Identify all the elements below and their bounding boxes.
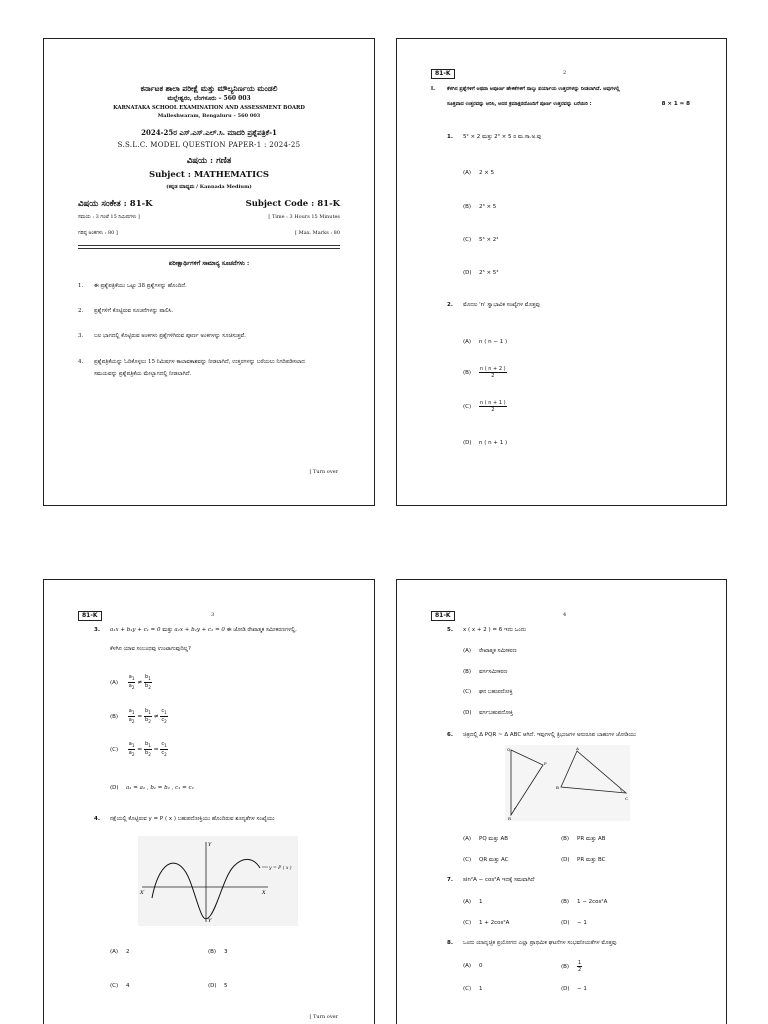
instruction-text: ಪ್ರಶ್ನೆಪತ್ರಿಕೆಯನ್ನು ಓದಿಕೊಳ್ಳಲು 15 ನಿಮಿಷಗಳ ಕಾಲಾವಕಾಶವನ್ನು ನೀಡಲಾಗಿದೆ, ಉತ್ತರಗಳನ್ನು ಬರೆಯಲು ನಿಗದಿಪಡಿಸಲಾದ bbox=[94, 359, 305, 365]
instruction-number: 1. bbox=[78, 283, 84, 289]
fraction-numerator: n ( n + 2 ) bbox=[480, 366, 506, 372]
option-label: (B) bbox=[463, 370, 472, 376]
option-text: PR ಮತ್ತು AB bbox=[577, 836, 606, 842]
subject-english: Subject : MATHEMATICS bbox=[148, 170, 270, 180]
option bbox=[561, 960, 582, 973]
option-label: (D) bbox=[110, 785, 119, 791]
page-2 bbox=[396, 38, 727, 506]
question-number: 1. bbox=[447, 134, 453, 140]
option bbox=[463, 400, 507, 413]
fraction-a1-a2: $\frac{a_1}{a_2}$ bbox=[128, 708, 135, 724]
question-number: 3. bbox=[94, 627, 100, 633]
option-label: (A) bbox=[463, 170, 472, 176]
option-label: (A) bbox=[463, 648, 472, 654]
option-text: ರೇಖಾತ್ಮಕ ಸಮೀಕರಣ bbox=[479, 648, 517, 654]
question-text-continued: ಕೆಳಗಿನ ಯಾವ ಸಂಬಂಧವು ಉಂಟಾಗುವುದಿಲ್ಲ? bbox=[110, 646, 191, 652]
option bbox=[561, 986, 587, 992]
option-label: (C) bbox=[110, 747, 119, 753]
vertex-label-q: Q bbox=[507, 747, 511, 752]
option-text: − 1 bbox=[577, 920, 587, 926]
instruction-number: 2. bbox=[78, 308, 84, 314]
instruction-text: ಪ್ರಶ್ನೆಗಳಿಗೆ ಕೊಟ್ಟಿರುವ ಸೂಚನೆಗಳನ್ನು ಪಾಲಿಸಿ. bbox=[94, 308, 174, 314]
option bbox=[463, 170, 494, 176]
option-label: (B) bbox=[561, 836, 570, 842]
page-code: 81-K bbox=[431, 611, 455, 621]
page-4 bbox=[396, 579, 727, 1024]
page-cover bbox=[43, 38, 375, 506]
page-number: 4 bbox=[563, 612, 567, 618]
equation: a₁x + b₁y + c₁ = 0 bbox=[110, 627, 161, 633]
section-instruction: ಕೆಳಗಿನ ಪ್ರಶ್ನೆಗಳಿಗೆ ಅಥವಾ ಅಪೂರ್ಣ ಹೇಳಿಕೆಗಳಿಗೆ ನಾಲ್ಕು ಪರ್ಯಾಯ ಉತ್ತರಗಳನ್ನು ನೀಡಲಾಗಿದೆ. ಅವುಗಳಲ್ಲಿ bbox=[447, 86, 620, 92]
option bbox=[463, 669, 507, 676]
option-label: (B) bbox=[110, 714, 119, 720]
section-marks: 8 × 1 = 8 bbox=[661, 101, 690, 107]
polynomial-graph bbox=[138, 836, 298, 926]
instruction-text: ಬಲ ಭಾಗದಲ್ಲಿ ಕೊಟ್ಟಿರುವ ಅಂಕಗಳು ಪ್ರಶ್ನೆಗಳಿಗಿರುವ ಪೂರ್ಣ ಅಂಕಗಳನ್ನು ಸೂಚಿಸುತ್ತವೆ. bbox=[94, 333, 246, 339]
option-text: 2³ × 5 bbox=[479, 204, 497, 210]
option bbox=[561, 899, 607, 905]
option-text: PR ಮತ್ತು BC bbox=[577, 857, 606, 863]
option-label: (B) bbox=[561, 964, 570, 970]
question-text: sin²A − cos²A ಇದಕ್ಕೆ ಸಮವಾಗಿದೆ bbox=[463, 877, 535, 883]
option bbox=[463, 963, 483, 969]
option bbox=[463, 339, 507, 345]
question-text: x ( x + 2 ) = 6 ಇದು ಒಂದು bbox=[463, 627, 527, 633]
board-name-kannada: ಕರ್ನಾಟಕ ಶಾಲಾ ಪರೀಕ್ಷೆ ಮತ್ತು ಮೌಲ್ಯನಿರ್ಣಯ ಮಂಡಲಿ bbox=[140, 84, 278, 93]
option-label: (D) bbox=[463, 710, 472, 716]
question-text-tail: ಈ ಜೋಡಿ ರೇಖಾತ್ಮಕ ಸಮೀಕರಣಗಳಲ್ಲಿ, bbox=[226, 627, 297, 633]
fraction-b1-b2: $\frac{b_1}{b_2}$ bbox=[145, 741, 151, 757]
option-label: (D) bbox=[561, 857, 570, 863]
equal-symbol: = bbox=[137, 713, 143, 720]
subject-kannada: ವಿಷಯ : ಗಣಿತ bbox=[186, 156, 232, 166]
instruction-text: ಈ ಪ್ರಶ್ನೆಪತ್ರಿಕೆಯು ಒಟ್ಟು 38 ಪ್ರಶ್ನೆಗಳನ್ನು ಹೊಂದಿದೆ. bbox=[94, 283, 187, 289]
option bbox=[463, 689, 513, 696]
question-text: ಮೊದಲ 'n' ಸ್ವಾಭಾವಿಕ ಸಂಖ್ಯೆಗಳ ಮೊತ್ತವು bbox=[463, 302, 540, 308]
fraction-denominator: 2 bbox=[491, 407, 495, 413]
fraction bbox=[479, 400, 507, 413]
time-kannada: ಸಮಯ : 3 ಗಂಟೆ 15 ನಿಮಿಷಗಳು ] bbox=[78, 214, 140, 220]
option bbox=[463, 270, 499, 276]
option-label: (D) bbox=[463, 270, 472, 276]
option-text: a₁ = a₂ , b₁ = b₂ , c₁ = c₂ bbox=[126, 785, 194, 791]
option bbox=[463, 836, 508, 843]
question-number: 7. bbox=[447, 877, 453, 883]
option-label: (D) bbox=[208, 983, 217, 989]
option bbox=[463, 920, 509, 926]
option-label: (D) bbox=[463, 440, 472, 446]
section-number: I. bbox=[431, 86, 436, 92]
medium: (ಕನ್ನಡ ಮಾಧ್ಯಮ / Kannada Medium) bbox=[166, 184, 252, 190]
question-number: 5. bbox=[447, 627, 453, 633]
instruction-number: 4. bbox=[78, 359, 84, 365]
fraction-a1-a2: $\frac{a_1}{a_2}$ bbox=[128, 674, 135, 690]
question-text: ಚಿತ್ರದಲ್ಲಿ Δ PQR ~ Δ ABC ಆಗಿದೆ. ಇವುಗಳಲ್ಲಿ ತ್ರಿಭುಜಗಳ ಅನುರೂಪ ಬಾಹುಗಳ ಜೋಡಿಯು bbox=[463, 732, 637, 738]
option-label: (D) bbox=[561, 920, 570, 926]
divider bbox=[78, 248, 340, 249]
option bbox=[463, 857, 509, 864]
question-text: 5² × 2 ಮತ್ತು 2³ × 5 ರ ಮ.ಸಾ.ಅ.ವು bbox=[463, 134, 542, 140]
option-text: ವರ್ಗಬಹುಪದೋಕ್ತಿ bbox=[479, 710, 514, 716]
option bbox=[561, 857, 606, 864]
fraction-numerator: n ( n + 1 ) bbox=[480, 400, 506, 406]
option-text: − 1 bbox=[577, 986, 587, 992]
option bbox=[110, 785, 194, 791]
fraction-numerator: 1 bbox=[578, 960, 582, 966]
question-number: 6. bbox=[447, 732, 453, 738]
fraction-denominator: 2 bbox=[491, 373, 495, 379]
option bbox=[561, 920, 587, 926]
divider bbox=[78, 245, 340, 246]
fraction-denominator: 2 bbox=[578, 967, 582, 973]
option bbox=[463, 710, 513, 717]
option-text: 3 bbox=[224, 949, 228, 955]
option bbox=[110, 983, 130, 989]
turn-over: [ Turn over bbox=[309, 1014, 338, 1020]
vertex-label-a: A bbox=[576, 746, 579, 751]
fraction-b1-b2: $\frac{b_1}{b_2}$ bbox=[145, 674, 151, 690]
option-label: (B) bbox=[463, 669, 472, 675]
option-label: (A) bbox=[463, 836, 472, 842]
option-label: (C) bbox=[463, 857, 472, 863]
equation: a₂x + b₂y + c₂ = 0 bbox=[174, 627, 225, 633]
question-number: 2. bbox=[447, 302, 453, 308]
fraction-c1-c2: $\frac{c_1}{c_2}$ bbox=[161, 741, 167, 757]
option bbox=[110, 949, 130, 955]
option-label: (B) bbox=[208, 949, 217, 955]
fraction-a1-a2: $\frac{a_1}{a_2}$ bbox=[128, 741, 135, 757]
question-text: ನಕ್ಷೆಯಲ್ಲಿ ಕೊಟ್ಟಿರುವ y = P ( x ) ಬಹುಪದೋಕ್ತಿಯು ಹೊಂದಿರುವ ಶೂನ್ಯತೆಗಳ ಸಂಖ್ಯೆಯು bbox=[110, 816, 275, 822]
board-name-english: KARNATAKA SCHOOL EXAMINATION AND ASSESSMENT BOARD bbox=[113, 105, 305, 111]
option-label: (C) bbox=[463, 404, 472, 410]
model-paper-english: S.S.L.C. MODEL QUESTION PAPER-1 : 2024-25 bbox=[117, 141, 301, 149]
option-label: (A) bbox=[463, 899, 472, 905]
option-text: 4 bbox=[126, 983, 130, 989]
subject-code-kannada: ವಿಷಯ ಸಂಕೇತ : 81-K bbox=[78, 199, 153, 209]
graph-background bbox=[138, 836, 298, 926]
option-text: ವರ್ಗಸಮೀಕರಣ bbox=[479, 669, 508, 675]
option-text: n ( n − 1 ) bbox=[479, 339, 508, 345]
fraction-b1-b2: $\frac{b_1}{b_2}$ bbox=[145, 708, 151, 724]
option-label: (D) bbox=[561, 986, 570, 992]
option-label: (B) bbox=[561, 899, 570, 905]
option-text: 2⁵ × 5³ bbox=[479, 270, 499, 276]
page-3 bbox=[43, 579, 375, 1024]
option bbox=[208, 949, 228, 955]
option-label: (C) bbox=[463, 237, 472, 243]
vertex-label-r: R bbox=[508, 816, 512, 821]
option-label: (A) bbox=[463, 339, 472, 345]
question-text: ಒಂದು ಯಾದೃಚ್ಛಿಕ ಪ್ರಯೋಗದ ಎಲ್ಲಾ ಪ್ರಾಥಮಿಕ ಘಟನೆಗಳ ಸಂಭವನೀಯತೆಗಳ ಮೊತ್ತವು bbox=[463, 940, 617, 946]
option-text: 0 bbox=[479, 963, 483, 969]
option-label: (A) bbox=[110, 680, 119, 686]
option bbox=[463, 986, 483, 992]
y-axis-negative-label: Y′ bbox=[208, 918, 213, 924]
x-axis-label: X bbox=[262, 890, 266, 896]
option-label: (A) bbox=[110, 949, 119, 955]
equal-symbol: = bbox=[137, 746, 143, 753]
option-text: PQ ಮತ್ತು AB bbox=[479, 836, 509, 842]
marks-kannada: ಗರಿಷ್ಠ ಅಂಕಗಳು : 80 ] bbox=[78, 230, 118, 236]
instructions-title: ಪರೀಕ್ಷಾರ್ಥಿಗಳಿಗೆ ಸಾಮಾನ್ಯ ಸೂಚನೆಗಳು : bbox=[168, 260, 250, 267]
question-number: 8. bbox=[447, 940, 453, 946]
option-label: (A) bbox=[463, 963, 472, 969]
option-label: (C) bbox=[463, 689, 472, 695]
option bbox=[463, 440, 507, 446]
option-text: 2 × 5 bbox=[479, 170, 495, 176]
option-text: 5³ × 2⁴ bbox=[479, 237, 499, 243]
model-paper-kannada: 2024-25ರ ಎಸ್.ಎಸ್.ಎಲ್.ಸಿ. ಮಾದರಿ ಪ್ರಶ್ನೆಪತ್ರಿಕೆ-1 bbox=[141, 128, 277, 137]
option-text: 1 bbox=[479, 899, 483, 905]
x-axis-negative-label: X′ bbox=[140, 890, 145, 896]
option-text: 1 − 2cos²A bbox=[577, 899, 608, 905]
conjunction: ಮತ್ತು bbox=[162, 627, 173, 633]
equal-symbol: = bbox=[153, 746, 159, 753]
option-text: n ( n + 1 ) bbox=[479, 440, 508, 446]
option-text: 5 bbox=[224, 983, 228, 989]
page-code: 81-K bbox=[431, 69, 455, 79]
option bbox=[110, 708, 168, 725]
y-axis-label: Y bbox=[208, 842, 212, 848]
fraction bbox=[479, 366, 507, 379]
option-label: (C) bbox=[463, 920, 472, 926]
option bbox=[463, 366, 507, 379]
option bbox=[463, 204, 496, 210]
option-text: 1 + 2cos²A bbox=[479, 920, 510, 926]
option bbox=[110, 674, 152, 691]
option bbox=[110, 741, 168, 758]
option bbox=[463, 648, 517, 655]
instruction-number: 3. bbox=[78, 333, 84, 339]
question-number: 4. bbox=[94, 816, 100, 822]
board-address-kannada: ಮಲ್ಲೇಶ್ವರಂ, ಬೆಂಗಳೂರು – 560 003 bbox=[167, 95, 251, 102]
board-address-english: Malleshwaram, Bengaluru – 560 003 bbox=[157, 113, 261, 119]
time-english: [ Time : 3 Hours 15 Minutes bbox=[268, 214, 340, 220]
section-instruction-continued: ಸೂಕ್ತವಾದ ಉತ್ತರವನ್ನು ಆರಿಸಿ, ಅದರ ಕ್ರಮಾಕ್ಷರದೊಂದಿಗೆ ಪೂರ್ಣ ಉತ್ತರವನ್ನು ಬರೆಯಿರಿ : bbox=[447, 101, 592, 107]
option bbox=[561, 836, 606, 843]
fraction-c1-c2: $\frac{c_1}{c_2}$ bbox=[161, 708, 167, 724]
page-number: 3 bbox=[211, 612, 215, 618]
option-text: 2 bbox=[126, 949, 130, 955]
vertex-label-p: P bbox=[544, 761, 547, 766]
question-text bbox=[110, 627, 297, 634]
option bbox=[208, 983, 228, 989]
not-equal-symbol: ≠ bbox=[153, 713, 159, 720]
similar-triangles-figure bbox=[505, 745, 630, 821]
turn-over: [ Turn over bbox=[309, 469, 338, 475]
page-code: 81-K bbox=[78, 611, 102, 621]
fraction bbox=[577, 960, 582, 973]
option bbox=[463, 237, 499, 243]
option bbox=[463, 899, 483, 905]
option-label: (B) bbox=[463, 204, 472, 210]
option-text: QR ಮತ್ತು AC bbox=[479, 857, 509, 863]
not-equal-symbol: ≠ bbox=[137, 679, 143, 686]
subject-code-english: Subject Code : 81-K bbox=[245, 199, 340, 209]
vertex-label-b: B bbox=[556, 785, 559, 790]
marks-english: [ Max. Marks : 80 bbox=[295, 230, 340, 236]
option-label: (C) bbox=[110, 983, 119, 989]
vertex-label-c: C bbox=[625, 796, 629, 801]
option-text: 1 bbox=[479, 986, 483, 992]
page-number: 2 bbox=[563, 70, 567, 76]
option-text: ಘನ ಬಹುಪದೋಕ್ತಿ bbox=[479, 689, 513, 695]
curve-label: y = P ( x ) bbox=[269, 866, 292, 871]
instruction-text-continued: ಸಮಯವನ್ನು ಪ್ರಶ್ನೆಪತ್ರಿಕೆಯ ಮೇಲ್ಭಾಗದಲ್ಲಿ ನೀಡಲಾಗಿದೆ. bbox=[94, 371, 192, 377]
option-label: (C) bbox=[463, 986, 472, 992]
